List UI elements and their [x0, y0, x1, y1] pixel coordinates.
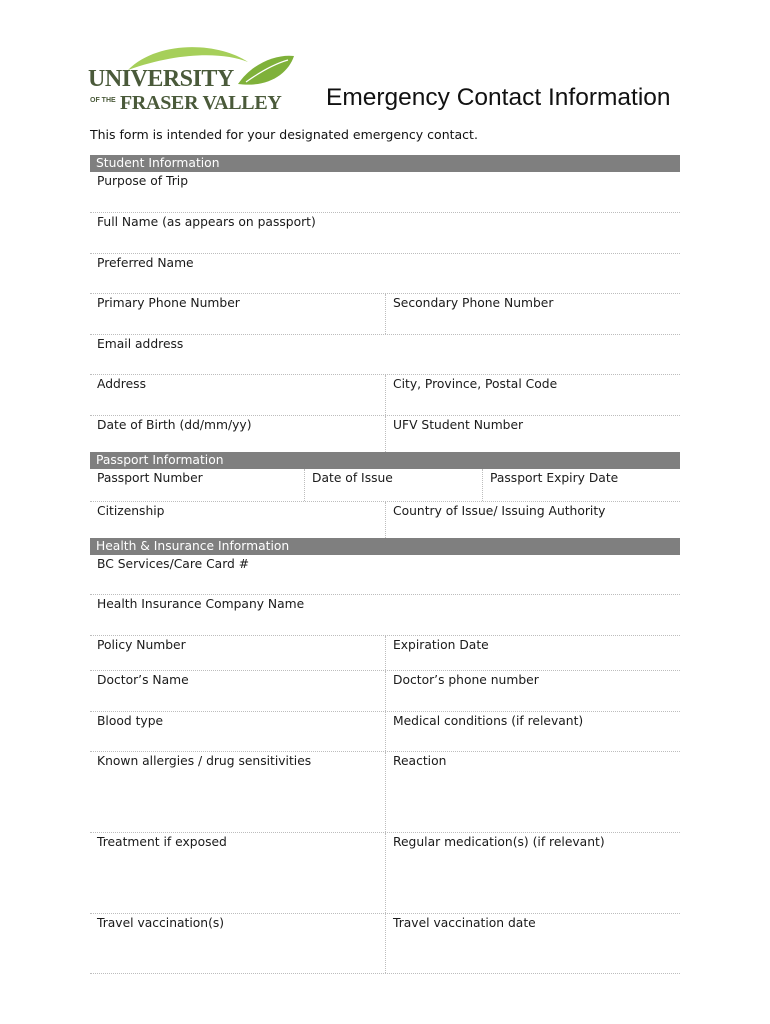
form-row: [90, 914, 680, 974]
field-treatment[interactable]: Treatment if exposed: [97, 835, 227, 849]
field-medical-conditions[interactable]: Medical conditions (if relevant): [385, 712, 680, 751]
field-ufv-student-number[interactable]: UFV Student Number: [385, 416, 680, 452]
section-header-student: Student Information: [90, 155, 680, 172]
field-insurance-company[interactable]: Health Insurance Company Name: [97, 597, 305, 611]
field-date-of-issue[interactable]: Date of Issue: [304, 469, 482, 501]
university-logo: [88, 44, 298, 114]
field-city-province-postal[interactable]: City, Province, Postal Code: [385, 375, 680, 415]
field-policy-number[interactable]: Policy Number: [97, 638, 186, 652]
field-full-name[interactable]: Full Name (as appears on passport): [97, 215, 316, 229]
form-row: [90, 555, 680, 595]
field-doctors-name[interactable]: Doctor’s Name: [97, 673, 189, 687]
form-row: [90, 213, 680, 254]
field-address[interactable]: Address: [97, 377, 146, 391]
page-title: Emergency Contact Information: [326, 84, 671, 111]
form-row: [90, 254, 680, 294]
form-row: [90, 502, 680, 538]
emergency-form: [90, 155, 680, 974]
field-citizenship[interactable]: Citizenship: [97, 504, 165, 518]
field-reaction[interactable]: Reaction: [385, 752, 680, 832]
form-row: [90, 833, 680, 914]
logo-line2-small: OF THE: [90, 97, 116, 104]
field-country-of-issue[interactable]: Country of Issue/ Issuing Authority: [385, 502, 680, 538]
field-primary-phone[interactable]: Primary Phone Number: [97, 296, 240, 310]
field-blood-type[interactable]: Blood type: [97, 714, 164, 728]
form-row: [90, 294, 680, 335]
section-header-passport: Passport Information: [90, 452, 680, 469]
form-row: [90, 416, 680, 452]
field-date-of-birth[interactable]: Date of Birth (dd/mm/yy): [97, 418, 252, 432]
section-header-health: Health & Insurance Information: [90, 538, 680, 555]
field-travel-vaccination-date[interactable]: Travel vaccination date: [385, 914, 680, 973]
field-regular-medication[interactable]: Regular medication(s) (if relevant): [385, 833, 680, 913]
form-row: [90, 172, 680, 213]
form-row: [90, 335, 680, 375]
logo-line1: UNIVERSITY: [88, 66, 234, 92]
form-row: [90, 375, 680, 416]
intro-text: This form is intended for your designated emergency contact.: [90, 127, 478, 142]
field-doctors-phone[interactable]: Doctor’s phone number: [385, 671, 680, 711]
field-passport-number[interactable]: Passport Number: [97, 471, 203, 485]
form-row: [90, 752, 680, 833]
form-row: [90, 712, 680, 752]
field-purpose-of-trip[interactable]: Purpose of Trip: [97, 174, 189, 188]
field-secondary-phone[interactable]: Secondary Phone Number: [385, 294, 680, 334]
field-email[interactable]: Email address: [97, 337, 184, 351]
field-expiration-date[interactable]: Expiration Date: [385, 636, 680, 670]
field-bc-services-card[interactable]: BC Services/Care Card #: [97, 557, 250, 571]
field-passport-expiry[interactable]: Passport Expiry Date: [482, 469, 680, 501]
logo-line2: FRASER VALLEY: [120, 92, 282, 114]
field-travel-vaccinations[interactable]: Travel vaccination(s): [97, 916, 225, 930]
field-allergies[interactable]: Known allergies / drug sensitivities: [97, 754, 312, 768]
field-preferred-name[interactable]: Preferred Name: [97, 256, 194, 270]
form-row: [90, 595, 680, 636]
form-row: [90, 636, 680, 671]
leaf-icon: [238, 56, 294, 85]
form-row: [90, 469, 680, 502]
form-row: [90, 671, 680, 712]
